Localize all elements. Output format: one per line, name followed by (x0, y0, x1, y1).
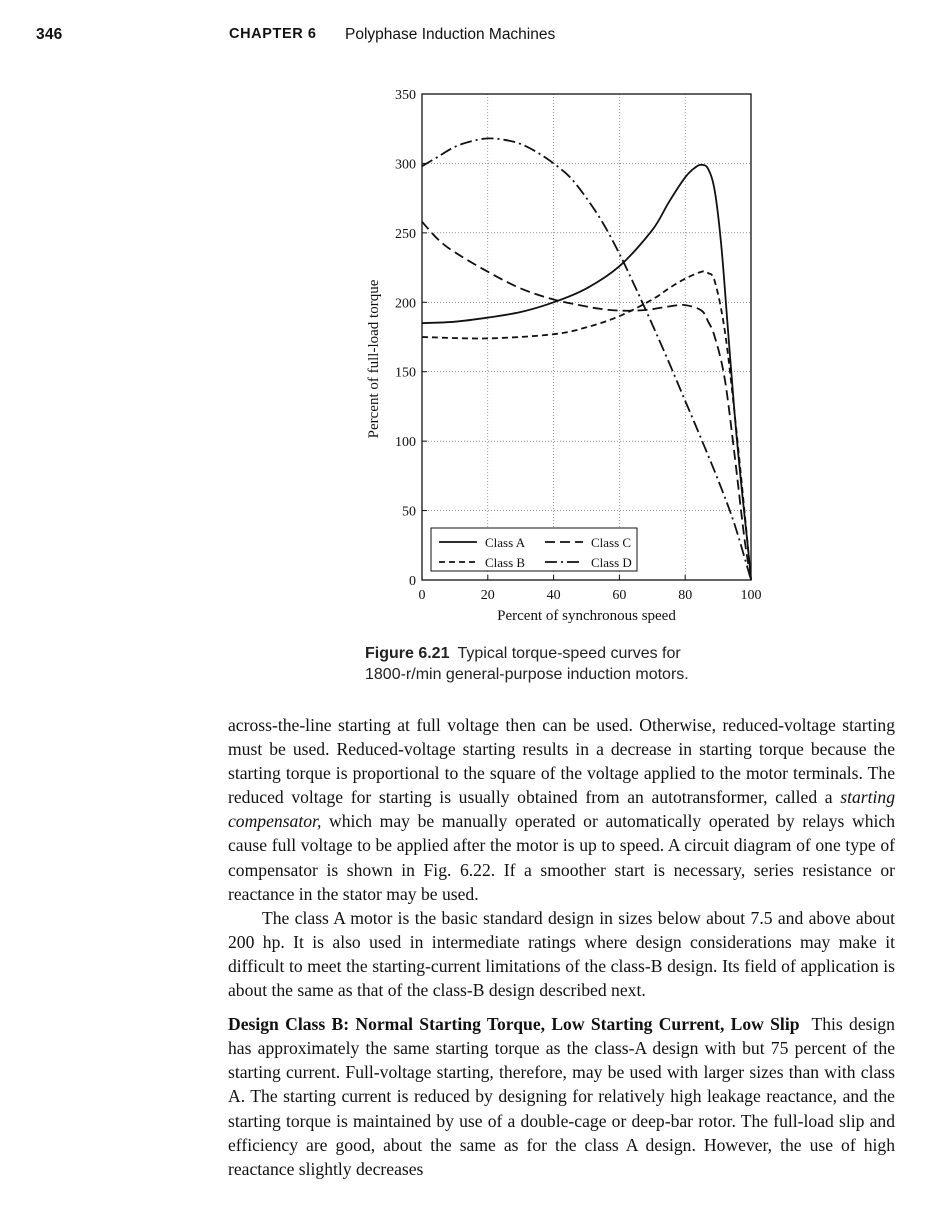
caption-line-1: Typical torque-speed curves for (457, 645, 681, 662)
section-text: This design has approximately the same starting torque as the class-A design with but 75 percent of the starting current. Full-voltage starting, therefore, may be used with larger sizes than with class A. The starting current is reduced by designing for relatively high leakage reactance, and the starting torque is maintained by use of a double-cage or deep-bar rotor. The full-load slip and efficiency are good, about the same as for the class A design. However, the use of high reactance slightly decreases (228, 1014, 895, 1179)
y-tick-label: 0 (409, 574, 416, 589)
x-tick-label: 80 (678, 588, 693, 603)
chart-legend (431, 528, 637, 571)
torque-speed-figure (350, 86, 770, 631)
body-text (228, 713, 895, 1181)
legend-label: Class A (485, 535, 526, 550)
series-line-class-d (422, 138, 751, 580)
legend-label: Class D (591, 555, 632, 570)
paragraph-text: which may be manually operated or automatically operated by relays which cause full voltage to be applied after the motor is up to speed. A circuit diagram of one type of compensator is shown in Fig. 6.22. If a smoother start is necessary, series resistance or reactance in the stator may be used. (228, 811, 895, 904)
figure-caption (365, 643, 785, 685)
plot-frame (422, 94, 751, 580)
legend-label: Class C (591, 535, 632, 550)
running-head (36, 26, 896, 48)
figure-label: Figure 6.21 (365, 645, 450, 662)
series-line-class-a (422, 165, 751, 580)
series-line-class-c (422, 222, 751, 580)
paragraph-continued (228, 713, 895, 906)
torque-speed-chart (350, 86, 770, 631)
section-heading: Design Class B: Normal Starting Torque, Low Starting Current, Low Slip (228, 1014, 800, 1035)
y-axis-label: Percent of full-load torque (366, 279, 382, 439)
section-paragraph (228, 1012, 895, 1181)
x-tick-label: 0 (418, 588, 426, 603)
chart-series (422, 138, 751, 580)
y-tick-label: 250 (395, 226, 416, 242)
x-tick-label: 20 (480, 588, 495, 603)
y-tick-label: 300 (395, 157, 416, 173)
emphasis-term: starting compensator, (228, 787, 895, 832)
chapter-label: CHAPTER 6 (229, 26, 317, 42)
y-tick-label: 200 (395, 296, 416, 312)
x-tick-label: 60 (612, 588, 627, 603)
chapter-title: Polyphase Induction Machines (345, 26, 556, 43)
caption-line-2: 1800-r/min general-purpose induction motors. (365, 666, 689, 683)
y-tick-label: 150 (395, 365, 416, 381)
y-tick-label: 350 (395, 88, 416, 103)
paragraph: The class A motor is the basic standard design in sizes below about 7.5 and above about 200 hp. It is also used in intermediate ratings where design considerations may make it difficult to meet the starting-current limitations of the class-B design. Its field of application is about the same as that of the class-B design described next. (228, 907, 895, 1001)
chart-ticks (395, 88, 762, 603)
chart-grid (422, 94, 751, 580)
y-tick-label: 100 (395, 435, 416, 451)
x-tick-label: 100 (740, 588, 762, 603)
legend-label: Class B (485, 555, 526, 570)
paragraph-text: across-the-line starting at full voltage then can be used. Otherwise, reduced-voltage starting must be used. Reduced-voltage starting results in a decrease in starting torque because the starting torque is proportional to the square of the voltage applied to the motor terminals. The reduced voltage for starting is usually obtained from an autotransformer, called a (228, 715, 895, 808)
page-number: 346 (36, 26, 63, 43)
y-tick-label: 50 (402, 504, 416, 520)
x-tick-label: 40 (546, 588, 561, 603)
x-axis-label: Percent of synchronous speed (497, 608, 676, 624)
